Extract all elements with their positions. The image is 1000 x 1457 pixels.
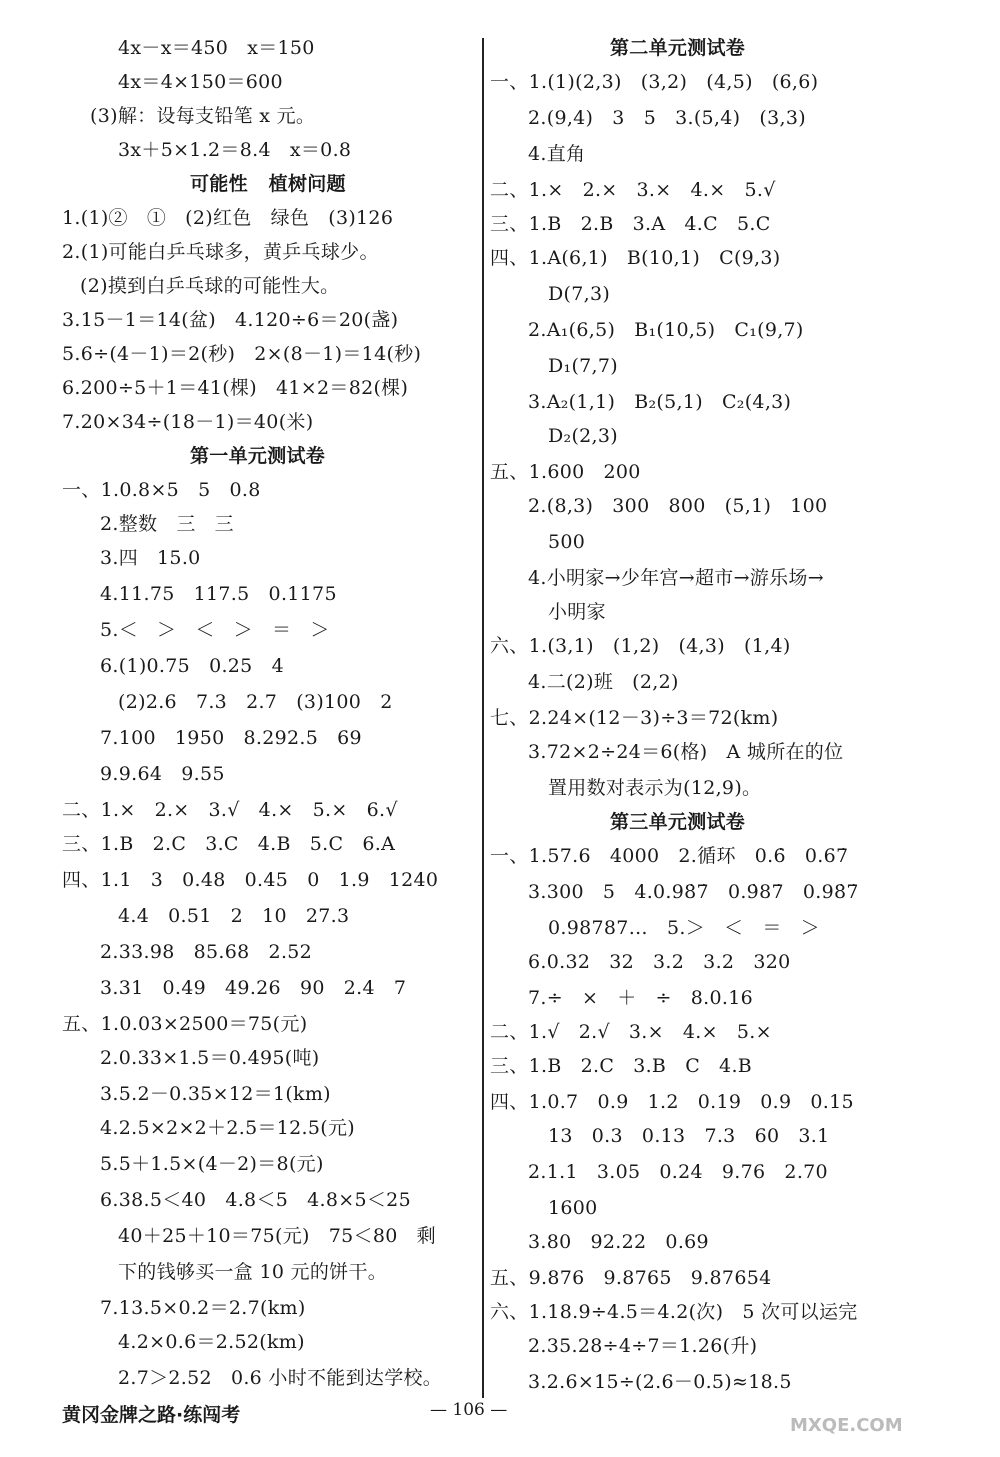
section-heading: 可能性 植树问题 [190,173,346,195]
book-title-footer: 黄冈金牌之路·练闯考 [62,1404,241,1426]
answer-line: 1.(1)② ① (2)红色 绿色 (3)126 [62,207,394,229]
answer-line: 3.四 15.0 [100,547,201,569]
answer-line: 4.2×0.6＝2.52(km) [118,1331,305,1353]
answer-line: 3.A₂(1,1) B₂(5,1) C₂(4,3) [528,391,792,413]
answer-line: D₂(2,3) [548,425,618,447]
answer-line: 六、1.18.9÷4.5＝4.2(次) 5 次可以运完 [490,1301,858,1323]
answer-line: 7.20×34÷(18－1)＝40(米) [62,411,314,433]
answer-line: 2.35.28÷4÷7＝1.26(升) [528,1335,758,1357]
answer-line: 一、1.0.8×5 5 0.8 [62,479,261,501]
answer-line: 4x＝4×150＝600 [118,71,283,93]
answer-line: 3.300 5 4.0.98̇7̇ 0.9̇87̇ 0.98̇7̇ [528,881,859,903]
answer-line: 2.(9,4) 3 5 3.(5,4) (3,3) [528,107,806,129]
section-heading: 第二单元测试卷 [610,37,746,59]
answer-line: 3.2.6×15÷(2.6－0.5)≈18.5 [528,1371,792,1393]
answer-line: 6.0.32 32 3.2 3.2 320 [528,951,791,973]
answer-line: 一、1.(1)(2,3) (3,2) (4,5) (6,6) [490,71,819,93]
answer-line: 3x＋5×1.2＝8.4 x＝0.8 [118,139,352,161]
answer-line: 三、1.B 2.C 3.C 4.B 5.C 6.A [62,833,396,855]
answer-line: 四、1.A(6,1) B(10,1) C(9,3) [490,247,781,269]
answer-line: 2.0.33×1.5＝0.495(吨) [100,1047,320,1069]
answer-line: 小明家 [548,601,606,623]
answer-line: 五、1.0.03×2500＝75(元) [62,1013,308,1035]
answer-line: 七、2.24×(12－3)÷3＝72(km) [490,707,779,729]
answer-line: 1600 [548,1197,598,1219]
section-heading: 第一单元测试卷 [190,445,326,467]
answer-line: 二、1.× 2.× 3.× 4.× 5.√ [490,179,776,201]
answer-line: 3.80 92.22 0.69 [528,1231,709,1253]
answer-line: 6.38.5＜40 4.8＜5 4.8×5＜25 [100,1189,411,1211]
answer-line: 5.6÷(4－1)＝2(秒) 2×(8－1)＝14(秒) [62,343,422,365]
answer-line: 3.31 0.49 49.26 90 2.4 7 [100,977,407,999]
watermark-logo: MXQE.COM [790,1415,903,1436]
answer-line: 三、1.B 2.B 3.A 4.C 5.C [490,213,771,235]
answer-line: 5.5＋1.5×(4－2)＝8(元) [100,1153,324,1175]
answer-line: 四、1.1 3 0.48 0.45 0 1.9 1240 [62,869,439,891]
answer-line: (2)摸到白乒乓球的可能性大。 [80,275,340,297]
answer-line: 五、1.600 200 [490,461,641,483]
answer-line: 9.9.64 9.55 [100,763,225,785]
answer-line: 3.15－1＝14(盆) 4.120÷6＝20(盏) [62,309,399,331]
section-heading: 第三单元测试卷 [610,811,746,833]
answer-line: 一、1.57.6 4000 2.循环 0.6̇ 0.67̇ [490,845,849,867]
answer-line: 4.2.5×2×2＋2.5＝12.5(元) [100,1117,356,1139]
answer-line: 四、1.0.7 0.9 1.2 0.19 0.9 0.15 [490,1091,854,1113]
answer-line: 六、1.(3,1) (1,2) (4,3) (1,4) [490,635,791,657]
answer-line: 三、1.B 2.C 3.B C 4.B [490,1055,753,1077]
page-number: — 106 — [430,1400,508,1420]
answer-line: 40＋25＋10＝75(元) 75＜80 剩 [118,1225,436,1247]
answer-line: 4.二(2)班 (2,2) [528,671,679,693]
answer-line: 6.200÷5＋1＝41(棵) 41×2＝82(棵) [62,377,409,399]
answer-line: 置用数对表示为(12,9)。 [548,777,762,799]
answer-line: 2.整数 三 三 [100,513,234,535]
answer-line: 5.＜ ＞ ＜ ＞ ＝ ＞ [100,619,330,641]
answer-line: 7.÷ × ＋ ÷ 8.0.16 [528,987,753,1009]
answer-line: 2.A₁(6,5) B₁(10,5) C₁(9,7) [528,319,804,341]
answer-line: 0.98787… 5.＞ ＜ ＝ ＞ [548,917,820,939]
answer-line: D₁(7,7) [548,355,618,377]
answer-line: (2)2.6 7.3 2.7 (3)100 2 [118,691,393,713]
answer-line: 13 0.3 0.13 7.3 60 3.1 [548,1125,830,1147]
answer-line: 4x－x＝450 x＝150 [118,37,315,59]
answer-line: 4.小明家→少年宫→超市→游乐场→ [528,567,824,589]
answer-line: 五、9.876 9.8765 9.87654 [490,1267,772,1289]
answer-line: 2.(8,3) 300 800 (5,1) 100 [528,495,828,517]
answer-line: 7.13.5×0.2＝2.7(km) [100,1297,306,1319]
answer-line: 6.(1)0.75 0.25 4 [100,655,284,677]
answer-line: 2.1.1 3.05 0.24 9.76 2.70 [528,1161,828,1183]
answer-line: 2.33.98 85.68 2.52 [100,941,313,963]
answer-line: 7.100 1950 8.292.5 69 [100,727,362,749]
answer-line: 4.4 0.51 2 10 27.3 [118,905,350,927]
answer-line: 2.7＞2.52 0.6 小时不能到达学校。 [118,1367,443,1389]
answer-line: 4.11.75 117.5 0.1175 [100,583,337,605]
answer-line: D(7,3) [548,283,611,305]
answer-line: 3.5.2－0.35×12＝1(km) [100,1083,331,1105]
answer-line: 下的钱够买一盒 10 元的饼干。 [118,1261,388,1283]
column-divider [482,38,484,1398]
answer-line: 2.(1)可能白乒乓球多，黄乒乓球少。 [62,241,379,263]
answer-line: 500 [548,531,586,553]
answer-line: 二、1.× 2.× 3.√ 4.× 5.× 6.√ [62,799,398,821]
answer-line: 二、1.√ 2.√ 3.× 4.× 5.× [490,1021,772,1043]
answer-line: (3)解：设每支铅笔 x 元。 [90,105,316,127]
answer-line: 3.72×2÷24＝6(格) A 城所在的位 [528,741,844,763]
answer-line: 4.直角 [528,143,586,165]
